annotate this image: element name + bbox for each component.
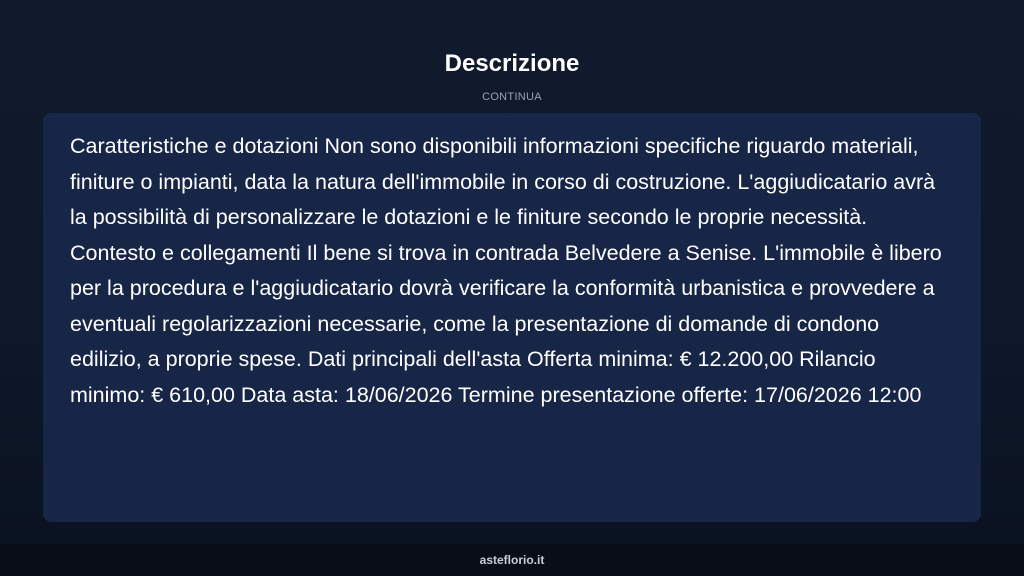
page-title: Descrizione: [444, 50, 580, 77]
page-header: [0, 48, 1024, 105]
continue-link[interactable]: CONTINUA: [482, 91, 542, 103]
description-text: Caratteristiche e dotazioni Non sono disponibili informazioni specifiche riguardo materiali, finiture o impianti, data la natura dell'immobile in corso di costruzione. L'aggiudicatario avrà la possibilità di personalizzare le dotazioni e le finiture secondo le proprie necessità. Contesto e collegamenti Il bene si trova in contrada Belvedere a Senise. L'immobile è libero per la procedura e l'aggiudicatario dovrà verificare la conformità urbanistica e provvedere a eventuali regolarizzazioni necessarie, come la presentazione di domande di condono edilizio, a proprie spese. Dati principali dell'asta Offerta minima: € 12.200,00 Rilancio minimo: € 610,00 Data asta: 18/06/2026 Termine presentazione offerte: 17/06/2026 12:00: [70, 134, 942, 407]
description-card: [43, 113, 981, 522]
footer-bar: [0, 544, 1024, 576]
site-name: asteflorio.it: [479, 553, 545, 567]
